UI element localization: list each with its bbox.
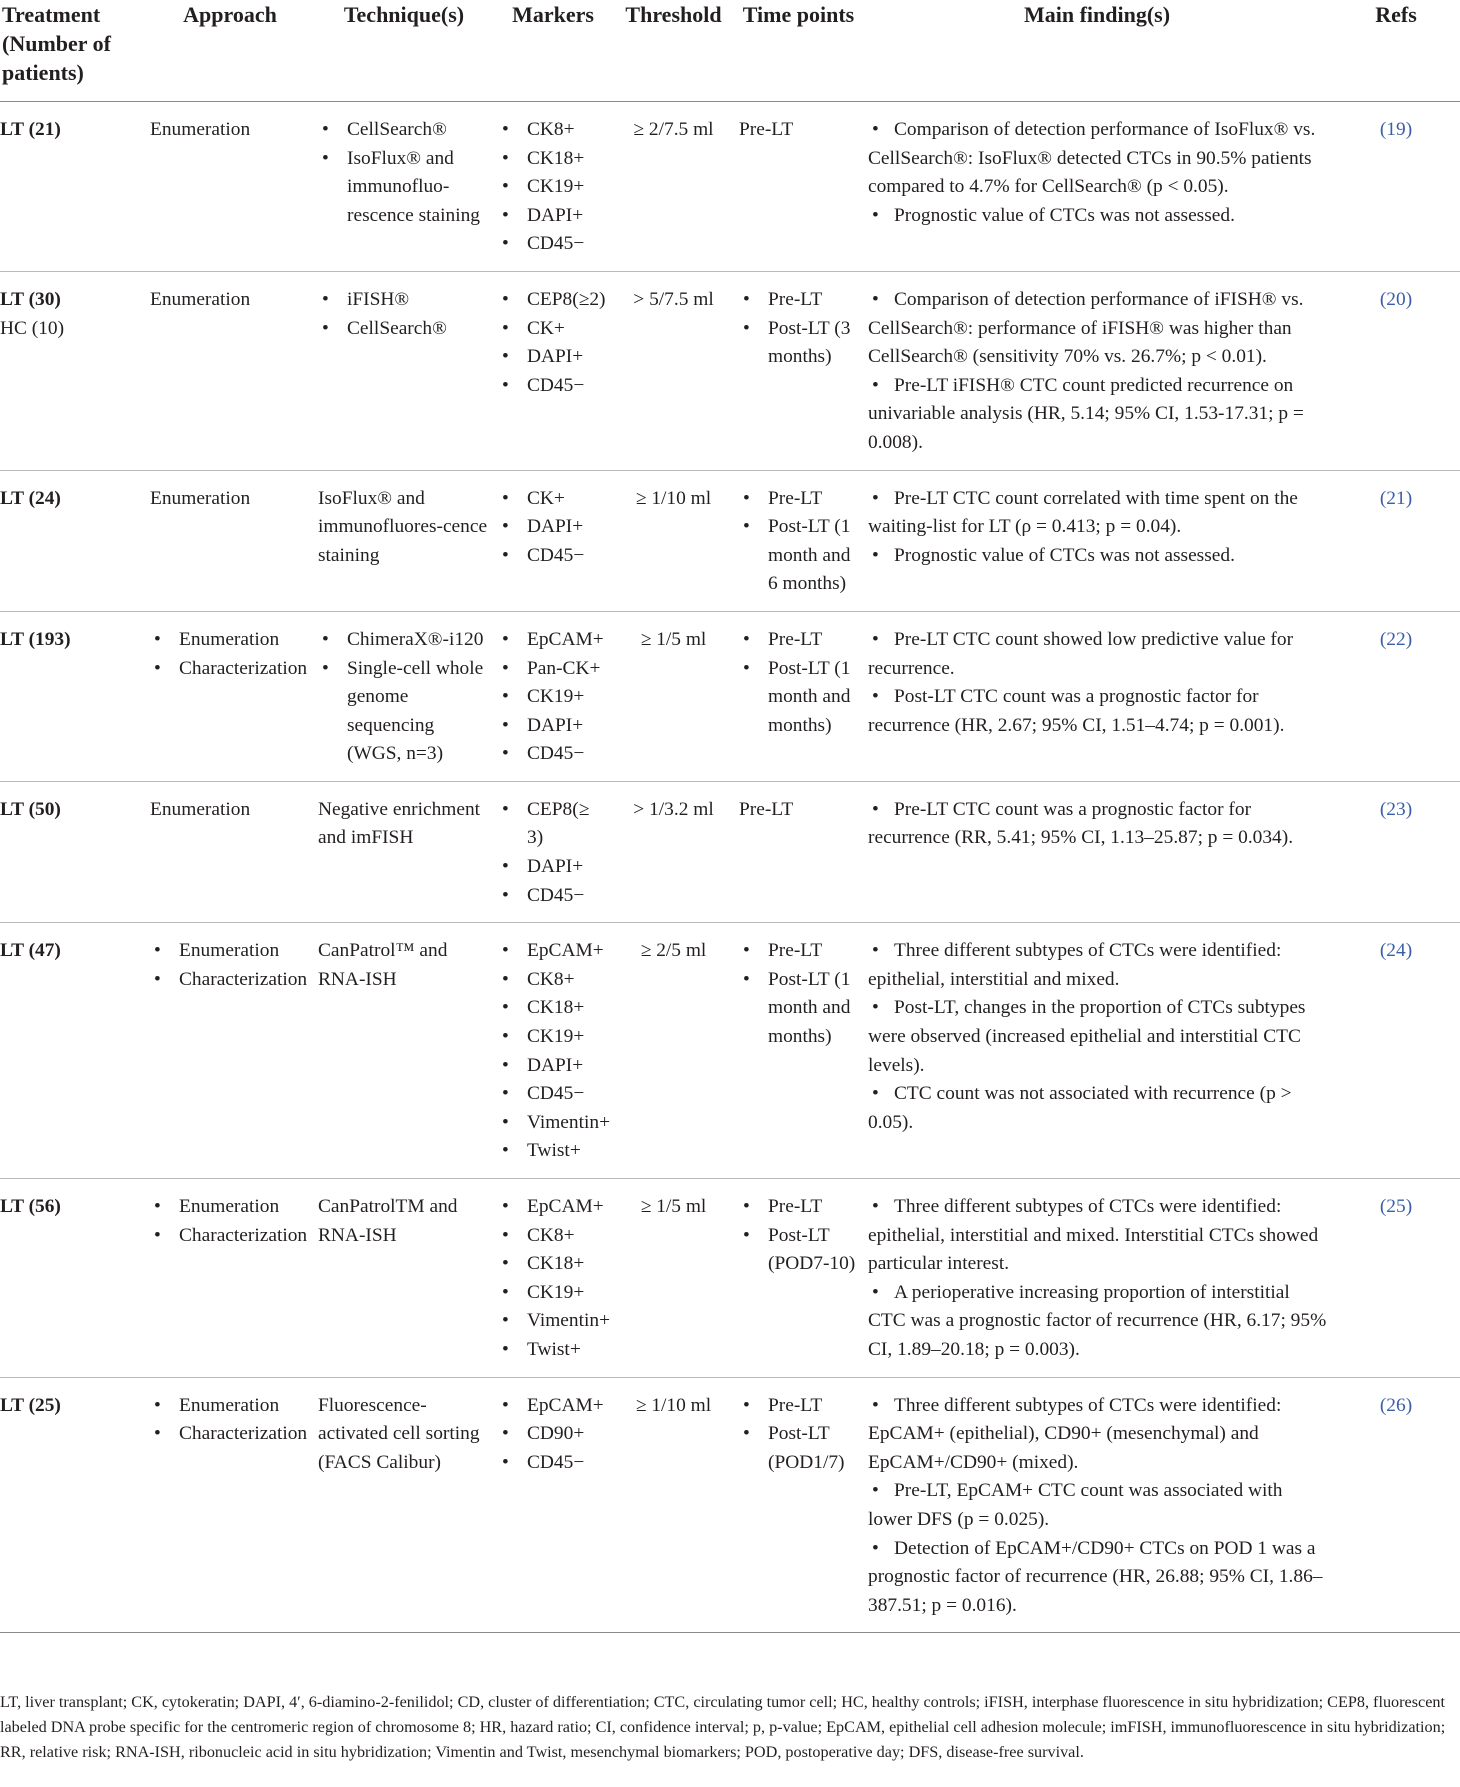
time-point-list [739, 626, 858, 740]
table-row [0, 470, 1460, 611]
marker-item: • DAPI+ [498, 513, 608, 542]
cell-time-points [735, 1179, 862, 1378]
marker-item: • Twist+ [498, 1336, 608, 1365]
cell-findings [862, 923, 1332, 1179]
header-technique: Technique(s) [343, 2, 465, 27]
marker-item: • CK19+ [498, 1279, 608, 1308]
technique-line: CanPatrolTM and RNA-ISH [318, 1196, 458, 1246]
finding-item [868, 1279, 1328, 1365]
cell-markers [494, 1377, 612, 1633]
finding-text: Prognostic value of CTCs was not assessed. [894, 544, 1235, 566]
time-point-item: • Pre-LT [739, 1193, 858, 1222]
bullet-icon: • [872, 1196, 879, 1217]
finding-item [868, 542, 1328, 571]
finding-text: Comparison of detection performance of iFISH® vs. CellSearch®: performance of iFISH® was higher than CellSearch® (sensitivity 70% vs. 26.7%; p < 0.01). [868, 288, 1304, 368]
cell-approach [146, 781, 314, 922]
marker-item: • Vimentin+ [498, 1109, 608, 1138]
treatment-line: LT (47) [0, 940, 61, 962]
technique-line: CanPatrol™ and RNA-ISH [318, 940, 448, 990]
marker-item: • CD45− [498, 1449, 608, 1478]
approach-item: • Characterization [150, 655, 310, 684]
approach-item: • Enumeration [150, 937, 310, 966]
finding-item [868, 1392, 1328, 1478]
time-point-list [739, 485, 858, 599]
table-footnote: LT, liver transplant; CK, cytokeratin; DAPI, 4′, 6-diamino-2-fenilidol; CD, cluster of differentiation; CTC, circulating tumor cell; HC, healthy controls; iFISH, interphase fluorescence in situ hybridization; CEP8, fluorescent labeled DNA probe specific for the centromeric region of chromosome 8; HR, hazard ratio; CI, confidence interval; p, p-value; EpCAM, epithelial cell adhesion molecule; imFISH, immunofluorescence in situ hybridization; RR, relative risk; RNA-ISH, ribonucleic acid in situ hybridization; Vimentin and Twist, mesenchymal biomarkers; POD, postoperative day; DFS, disease-free survival. [0, 1693, 1446, 1761]
marker-item: • CK18+ [498, 145, 608, 174]
cell-technique [314, 271, 494, 470]
header-approach: Approach [183, 2, 277, 27]
marker-list [498, 626, 608, 769]
time-point-list [739, 937, 858, 1051]
finding-text: Comparison of detection performance of IsoFlux® vs. CellSearch®: IsoFlux® detected CTCs in 90.5% patients compared to 4.7% for CellSearch® (p < 0.05). [868, 119, 1316, 198]
finding-item [868, 796, 1328, 853]
cell-time-points [735, 923, 862, 1179]
treatment-line: LT (21) [0, 119, 61, 140]
bullet-icon: • [872, 544, 879, 566]
bullet-icon: • [872, 1083, 879, 1105]
cell-markers [494, 1179, 612, 1378]
marker-list [498, 796, 608, 910]
cell-findings [862, 102, 1332, 272]
bullet-icon: • [872, 686, 879, 708]
marker-item: • CK+ [498, 485, 608, 514]
time-point-item: • Post-LT (1 month and months) [739, 966, 858, 1052]
finding-text: Three different subtypes of CTCs were identified: EpCAM+ (epithelial), CD90+ (mesenchymal) and EpCAM+/CD90+ (mixed). [868, 1394, 1282, 1473]
cell-markers [494, 271, 612, 470]
approach-list [150, 1193, 310, 1250]
cell-threshold: ≥ 1/10 ml [635, 487, 712, 509]
approach-item: • Enumeration [150, 626, 310, 655]
treatment-line: LT (24) [0, 487, 61, 509]
marker-item: • Twist+ [498, 1137, 608, 1166]
table-row [0, 923, 1460, 1179]
cell-treatment [0, 923, 146, 1179]
cell-markers [494, 102, 612, 272]
bullet-icon: • [872, 288, 879, 310]
finding-item [868, 116, 1328, 202]
bullet-icon: • [872, 204, 879, 226]
finding-text: Pre-LT iFISH® CTC count predicted recurrence on univariable analysis (HR, 5.14; 95% CI, 1.53-17.31; p = 0.008). [868, 374, 1304, 453]
technique-list [318, 286, 490, 343]
reference-link[interactable]: (22) [1379, 628, 1413, 650]
time-point-line: Pre-LT [739, 798, 794, 820]
marker-item: • CEP8(≥ 3) [498, 796, 608, 853]
finding-text: Pre-LT CTC count was a prognostic factor for recurrence (RR, 5.41; 95% CI, 1.13–25.87; p = 0.034). [868, 798, 1294, 849]
marker-item: • EpCAM+ [498, 1392, 608, 1421]
cell-markers [494, 611, 612, 781]
bullet-icon: • [872, 798, 879, 820]
finding-item [868, 1193, 1328, 1279]
marker-item: • CD45− [498, 882, 608, 911]
marker-list [498, 286, 608, 400]
reference-link[interactable]: (25) [1379, 1196, 1413, 1217]
marker-item: • EpCAM+ [498, 1193, 608, 1222]
reference-link[interactable]: (26) [1379, 1394, 1413, 1416]
time-point-item: • Post-LT (POD1/7) [739, 1420, 858, 1477]
finding-item [868, 1535, 1328, 1621]
table-row [0, 1179, 1460, 1378]
bullet-icon: • [872, 940, 879, 962]
cell-findings [862, 470, 1332, 611]
approach-list [150, 626, 310, 683]
marker-item: • CD45− [498, 230, 608, 259]
bullet-icon: • [872, 119, 879, 140]
finding-item [868, 286, 1328, 372]
table-row [0, 1377, 1460, 1633]
technique-item: • ChimeraX®-i120 [318, 626, 490, 655]
cell-findings [862, 611, 1332, 781]
cell-technique [314, 1179, 494, 1378]
reference-link[interactable]: (21) [1379, 487, 1413, 509]
cell-threshold: ≥ 1/5 ml [640, 628, 707, 650]
finding-text: Three different subtypes of CTCs were identified: epithelial, interstitial and mixed. Interstitial CTCs showed particular interest. [868, 1196, 1319, 1275]
marker-list [498, 1392, 608, 1478]
marker-list [498, 1193, 611, 1365]
marker-item: • Pan-CK+ [498, 655, 608, 684]
marker-item: • DAPI+ [498, 853, 608, 882]
cell-threshold: ≥ 1/5 ml [640, 1196, 707, 1217]
cell-threshold: ≥ 2/7.5 ml [633, 119, 714, 140]
marker-item: • DAPI+ [498, 1052, 608, 1081]
header-time-points: Time points [742, 2, 855, 27]
time-point-list [739, 1193, 858, 1279]
treatment-line: LT (50) [0, 798, 61, 820]
cell-markers [494, 470, 612, 611]
cell-technique [314, 102, 494, 272]
time-point-item: • Post-LT (3 months) [739, 315, 858, 372]
marker-item: • CK+ [498, 315, 608, 344]
reference-link[interactable]: (20) [1379, 288, 1413, 310]
treatment-line: LT (25) [0, 1394, 61, 1416]
finding-item [868, 994, 1328, 1080]
finding-item [868, 485, 1328, 542]
cell-approach [146, 611, 314, 781]
cell-threshold: > 5/7.5 ml [633, 288, 714, 310]
bullet-icon: • [872, 1480, 879, 1502]
time-point-list [739, 286, 858, 372]
header-refs: Refs [1375, 2, 1417, 27]
technique-item: • CellSearch® [318, 315, 490, 344]
treatment-line: LT (56) [0, 1196, 61, 1217]
cell-approach [146, 470, 314, 611]
marker-item: • CD45− [498, 372, 608, 401]
marker-item: • CK8+ [498, 1222, 608, 1251]
time-point-item: • Post-LT (POD7-10) [739, 1222, 858, 1279]
finding-text: Three different subtypes of CTCs were identified: epithelial, interstitial and mixed. [868, 940, 1282, 990]
marker-item: • CD45− [498, 1080, 608, 1109]
cell-threshold: > 1/3.2 ml [633, 798, 714, 820]
cell-approach [146, 923, 314, 1179]
cell-time-points [735, 470, 862, 611]
cell-approach [146, 271, 314, 470]
header-markers: Markers [512, 2, 594, 27]
cell-approach [146, 102, 314, 272]
finding-item [868, 626, 1328, 683]
approach-list [150, 1392, 310, 1449]
cell-findings [862, 1377, 1332, 1633]
approach-item: • Characterization [150, 1222, 310, 1251]
cell-time-points [735, 781, 862, 922]
finding-text: Post-LT, changes in the proportion of CTCs subtypes were observed (increased epithelial and interstitial CTC levels). [868, 997, 1306, 1076]
table-row [0, 611, 1460, 781]
marker-item: • CK18+ [498, 1250, 608, 1279]
approach-item: • Characterization [150, 1420, 310, 1449]
cell-technique [314, 923, 494, 1179]
marker-item: • DAPI+ [498, 343, 608, 372]
technique-line: IsoFlux® and immunofluores-cence staining [318, 487, 488, 566]
finding-text: CTC count was not associated with recurrence (p > 0.05). [868, 1083, 1292, 1133]
treatment-line: LT (193) [0, 628, 71, 650]
marker-item: • CEP8(≥2) [498, 286, 608, 315]
marker-item: • CD90+ [498, 1420, 608, 1449]
cell-approach [146, 1377, 314, 1633]
marker-item: • CK8+ [498, 966, 608, 995]
technique-item: • IsoFlux® and immunofluo-rescence staining [318, 145, 490, 231]
time-point-item: • Pre-LT [739, 485, 858, 514]
time-point-item: • Pre-LT [739, 937, 858, 966]
finding-item [868, 202, 1328, 231]
marker-item: • CD45− [498, 740, 608, 769]
reference-link[interactable]: (23) [1379, 798, 1413, 820]
marker-list [498, 485, 608, 571]
cell-threshold: ≥ 1/10 ml [635, 1394, 712, 1416]
bullet-icon: • [872, 997, 879, 1019]
cell-treatment [0, 1377, 146, 1633]
bullet-icon: • [872, 1281, 879, 1303]
finding-text: Pre-LT, EpCAM+ CTC count was associated with lower DFS (p = 0.025). [868, 1480, 1283, 1530]
finding-item [868, 683, 1328, 740]
header-threshold: Threshold [625, 2, 722, 27]
bullet-icon: • [872, 1537, 879, 1559]
time-point-list [739, 1392, 858, 1478]
technique-item: • iFISH® [318, 286, 490, 315]
marker-item: • CK19+ [498, 1023, 608, 1052]
finding-text: Pre-LT CTC count correlated with time spent on the waiting-list for LT (ρ = 0.413; p = 0.04). [868, 487, 1298, 538]
bullet-icon: • [872, 487, 879, 509]
marker-item: • CK18+ [498, 994, 608, 1023]
cell-time-points [735, 102, 862, 272]
cell-technique [314, 470, 494, 611]
approach-list [150, 937, 310, 994]
time-point-item: • Pre-LT [739, 1392, 858, 1421]
cell-treatment [0, 611, 146, 781]
time-point-line: Pre-LT [739, 119, 794, 140]
cell-time-points [735, 1377, 862, 1633]
finding-item [868, 937, 1328, 994]
finding-item [868, 372, 1328, 458]
table-body [0, 102, 1460, 1633]
cell-technique [314, 1377, 494, 1633]
time-point-item: • Post-LT (1 month and months) [739, 655, 858, 741]
approach-text: Enumeration [150, 119, 251, 140]
reference-link[interactable]: (19) [1379, 119, 1413, 140]
finding-item [868, 1477, 1328, 1534]
table-header-row [0, 0, 1460, 102]
finding-item [868, 1080, 1328, 1137]
technique-list [318, 116, 490, 230]
cell-treatment [0, 1179, 146, 1378]
cell-treatment [0, 271, 146, 470]
header-findings: Main finding(s) [1023, 2, 1171, 27]
treatment-line: LT (30) [0, 288, 61, 310]
approach-item: • Enumeration [150, 1193, 310, 1222]
cell-technique [314, 611, 494, 781]
table-row [0, 102, 1460, 272]
approach-text: Enumeration [150, 288, 251, 310]
bullet-icon: • [872, 374, 879, 396]
cell-findings [862, 781, 1332, 922]
marker-item: • CD45− [498, 542, 608, 571]
table-row [0, 271, 1460, 470]
finding-text: Post-LT CTC count was a prognostic factor for recurrence (HR, 2.67; 95% CI, 1.51–4.74; p = 0.001). [868, 686, 1285, 736]
finding-text: Detection of EpCAM+/CD90+ CTCs on POD 1 was a prognostic factor of recurrence (HR, 26.88; 95% CI, 1.86–387.51; p = 0.016). [868, 1537, 1323, 1616]
cell-technique [314, 781, 494, 922]
cell-treatment [0, 781, 146, 922]
cell-time-points [735, 611, 862, 781]
approach-text: Enumeration [150, 798, 251, 820]
marker-item: • CK19+ [498, 173, 608, 202]
cell-markers [494, 923, 612, 1179]
bullet-icon: • [872, 1394, 879, 1416]
cell-findings [862, 1179, 1332, 1378]
technique-item: • CellSearch® [318, 116, 490, 145]
treatment-line: HC (10) [0, 317, 65, 339]
cell-treatment [0, 470, 146, 611]
technique-list [318, 626, 490, 769]
technique-line: Fluorescence-activated cell sorting (FACS Calibur) [318, 1394, 480, 1473]
marker-list [498, 937, 611, 1166]
approach-item: • Enumeration [150, 1392, 310, 1421]
cell-markers [494, 781, 612, 922]
marker-item: • Vimentin+ [498, 1307, 608, 1336]
time-point-item: • Post-LT (1 month and 6 months) [739, 513, 858, 599]
approach-item: • Characterization [150, 966, 310, 995]
finding-text: Pre-LT CTC count showed low predictive value for recurrence. [868, 628, 1294, 679]
marker-item: • DAPI+ [498, 712, 608, 741]
reference-link[interactable]: (24) [1379, 940, 1413, 962]
bullet-icon: • [872, 628, 879, 650]
technique-item: • Single-cell whole genome sequencing (WGS, n=3) [318, 655, 490, 769]
finding-text: A perioperative increasing proportion of interstitial CTC was a prognostic factor of recurrence (HR, 6.17; 95% CI, 1.89–20.18; p = 0.003). [868, 1281, 1327, 1360]
marker-item: • CK19+ [498, 683, 608, 712]
technique-line: Negative enrichment and imFISH [318, 798, 481, 849]
marker-item: • EpCAM+ [498, 626, 608, 655]
finding-text: Prognostic value of CTCs was not assessed. [894, 204, 1235, 226]
marker-item: • DAPI+ [498, 202, 608, 231]
header-treatment: Treatment (Number of patients) [2, 2, 111, 85]
cell-threshold: ≥ 2/5 ml [640, 940, 707, 962]
table-row [0, 781, 1460, 922]
marker-item: • EpCAM+ [498, 937, 608, 966]
marker-item: • CK8+ [498, 116, 608, 145]
approach-text: Enumeration [150, 487, 251, 509]
time-point-item: • Pre-LT [739, 286, 858, 315]
cell-time-points [735, 271, 862, 470]
cell-findings [862, 271, 1332, 470]
marker-list [498, 116, 608, 259]
cell-treatment [0, 102, 146, 272]
time-point-item: • Pre-LT [739, 626, 858, 655]
cell-approach [146, 1179, 314, 1378]
